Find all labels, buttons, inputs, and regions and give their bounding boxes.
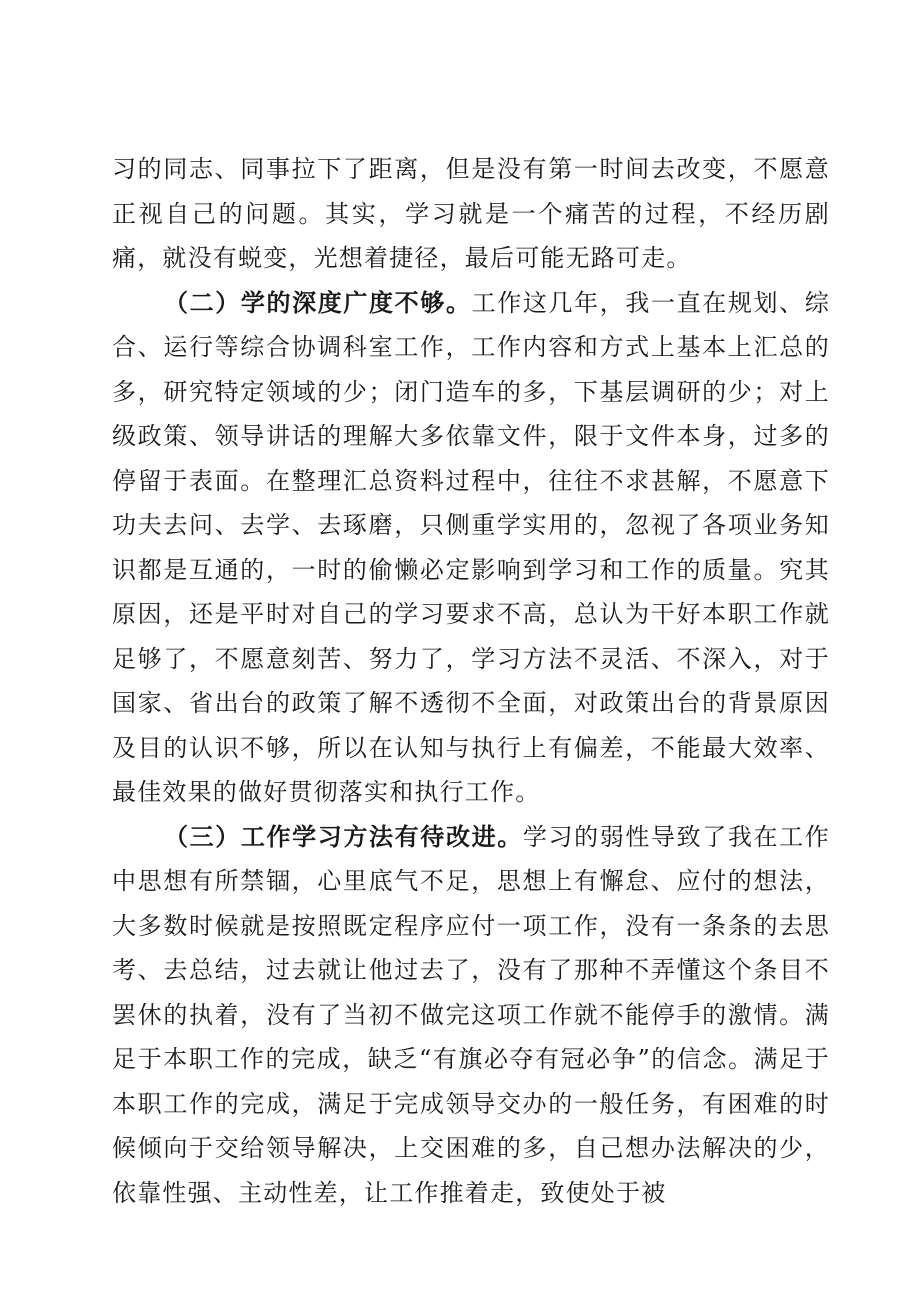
paragraph-section-two bbox=[112, 281, 830, 815]
paragraph-text: 学习的弱性导致了我在工作中思想有所禁锢，心里底气不足，思想上有懈怠、应付的想法，大多数时候就是按照既定程序应付一项工作，没有一条条的去思考、去总结，过去就让他过去了，没有了那种不弄懂这个条目不罢休的执着，没有了当初不做完这项工作就不能停手的激情。满足于本职工作的完成，缺乏“有旗必夺有冠必争”的信念。满足于本职工作的完成，满足于完成领导交办的一般任务，有困难的时候倾向于交给领导解决，上交困难的多，自己想办法解决的少，依靠性强、主动性差，让工作推着走，致使处于被 bbox=[112, 822, 830, 1207]
paragraph-text: 工作这几年，我一直在规划、综合、运行等综合协调科室工作，工作内容和方式上基本上汇总的多，研究特定领域的少；闭门造车的多，下基层调研的少；对上级政策、领导讲话的理解大多依靠文件，限于文件本身，过多的停留于表面。在整理汇总资料过程中，往往不求甚解，不愿意下功夫去问、去学、去琢磨，只侧重学实用的，忽视了各项业务知识都是互通的，一时的偷懒必定影响到学习和工作的质量。究其原因，还是平时对自己的学习要求不高，总认为干好本职工作就足够了，不愿意刻苦、努力了，学习方法不灵活、不深入，对于国家、省出台的政策了解不透彻不全面，对政策出台的背景原因及目的认识不够，所以在认知与执行上有偏差，不能最大效率、最佳效果的做好贯彻落实和执行工作。 bbox=[112, 288, 830, 806]
section-heading: （二）学的深度广度不够。 bbox=[164, 287, 472, 317]
section-heading: （三）工作学习方法有待改进。 bbox=[164, 821, 523, 851]
paragraph-section-three bbox=[112, 815, 830, 1216]
paragraph-text: 习的同志、同事拉下了距离，但是没有第一时间去改变，不愿意正视自己的问题。其实，学习就是一个痛苦的过程，不经历剧痛，就没有蜕变，光想着捷径，最后可能无路可走。 bbox=[112, 155, 830, 272]
paragraph-continuation bbox=[112, 147, 830, 281]
